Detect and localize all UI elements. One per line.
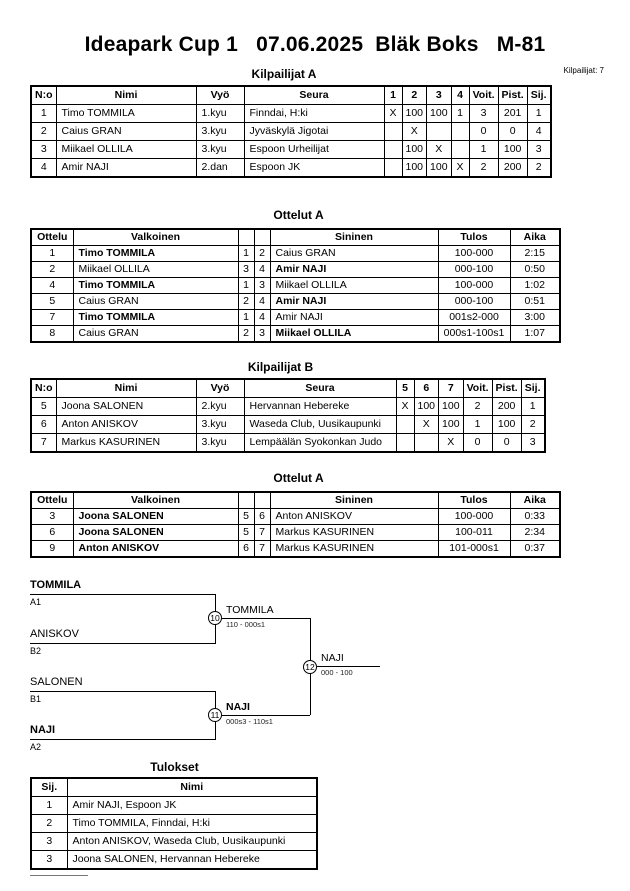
table-cell: 101-000s1 xyxy=(438,541,510,558)
table-row xyxy=(31,541,560,558)
table-cell: 100 xyxy=(439,416,464,434)
bracket-slot-seed: A1 xyxy=(30,597,42,607)
matches-b-table xyxy=(30,491,561,558)
table-cell: 3 xyxy=(31,833,67,851)
table-cell: 0:37 xyxy=(510,541,560,558)
table-row xyxy=(31,815,317,833)
column-header: Pist. xyxy=(498,86,527,105)
table-cell: 0 xyxy=(463,434,492,453)
table-cell: 1 xyxy=(527,105,550,123)
table-cell: 3 xyxy=(31,851,67,870)
table-cell: Miikael OLLILA xyxy=(73,262,238,278)
match-winner-name: NAJI xyxy=(321,652,344,664)
table-row xyxy=(31,398,545,416)
bracket-slot-seed: B2 xyxy=(30,646,42,656)
table-row xyxy=(31,525,560,541)
match-number-circle: 11 xyxy=(208,708,222,722)
table-cell: 3 xyxy=(31,141,56,159)
column-header: 7 xyxy=(439,379,464,398)
table-cell: 1 xyxy=(31,105,56,123)
table-cell: 7 xyxy=(31,434,56,453)
table-row xyxy=(31,262,560,278)
table-row xyxy=(31,851,317,870)
table-cell: 100-000 xyxy=(438,246,510,262)
table-cell: 0 xyxy=(469,123,498,141)
bracket-connector-line xyxy=(222,618,310,619)
table-cell: 6 xyxy=(31,525,73,541)
table-cell: 3 xyxy=(254,326,270,343)
table-cell: 2 xyxy=(463,398,492,416)
section-title-matches-a: Ottelut A xyxy=(273,208,324,222)
table-cell: 6 xyxy=(238,541,254,558)
table-cell: Anton ANISKOV, Waseda Club, Uusikaupunki xyxy=(67,833,317,851)
table-row xyxy=(31,797,317,815)
table-row xyxy=(31,105,551,123)
table-cell: Markus KASURINEN xyxy=(56,434,196,453)
table-cell: 100 xyxy=(402,105,427,123)
table-cell: 1 xyxy=(31,797,67,815)
table-cell: Amir NAJI xyxy=(270,294,438,310)
footer-line xyxy=(30,875,88,876)
section-title-matches-b: Ottelut A xyxy=(273,471,324,485)
table-cell: 0 xyxy=(492,434,521,453)
table-cell: 1:02 xyxy=(510,278,560,294)
table-cell: X xyxy=(451,159,469,178)
match-score: 110 - 000s1 xyxy=(226,620,266,629)
table-cell: 5 xyxy=(31,398,56,416)
table-row xyxy=(31,833,317,851)
column-header xyxy=(238,229,254,246)
column-header: Voit. xyxy=(469,86,498,105)
match-winner-name: TOMMILA xyxy=(226,604,274,616)
table-cell: 2:34 xyxy=(510,525,560,541)
column-header: Sij. xyxy=(31,778,67,797)
table-cell: Amir NAJI xyxy=(270,262,438,278)
table-cell: 3 xyxy=(527,141,550,159)
column-header: Vyö xyxy=(196,86,244,105)
table-cell: 100-011 xyxy=(438,525,510,541)
table-cell: 5 xyxy=(238,525,254,541)
table-row xyxy=(31,310,560,326)
table-cell: 3 xyxy=(469,105,498,123)
table-cell: Markus KASURINEN xyxy=(270,541,438,558)
table-cell: 2.dan xyxy=(196,159,244,178)
table-cell: 1 xyxy=(238,310,254,326)
table-cell: 3:00 xyxy=(510,310,560,326)
table-cell: Finndai, H:ki xyxy=(244,105,384,123)
column-header: Pist. xyxy=(492,379,521,398)
table-cell: 2 xyxy=(527,159,550,178)
table-cell xyxy=(384,141,402,159)
table-row xyxy=(31,416,545,434)
table-cell: 1:07 xyxy=(510,326,560,343)
table-cell: Anton ANISKOV xyxy=(56,416,196,434)
table-cell: Joona SALONEN xyxy=(73,509,238,525)
column-header: N:o xyxy=(31,86,56,105)
bracket-connector-line xyxy=(30,594,216,595)
table-row xyxy=(31,123,551,141)
pool-a-table xyxy=(30,85,552,178)
column-header: Nimi xyxy=(56,379,196,398)
table-cell: 1 xyxy=(238,278,254,294)
table-cell: 100-000 xyxy=(438,509,510,525)
table-cell: 2.kyu xyxy=(196,398,244,416)
table-cell: Amir NAJI xyxy=(56,159,196,178)
column-header: 5 xyxy=(396,379,414,398)
column-header xyxy=(254,492,270,509)
table-cell: 5 xyxy=(238,509,254,525)
table-cell: 1 xyxy=(451,105,469,123)
table-cell: 100 xyxy=(402,159,427,178)
table-cell: 1.kyu xyxy=(196,105,244,123)
table-cell: 2 xyxy=(31,123,56,141)
column-header: Seura xyxy=(244,86,384,105)
table-row xyxy=(31,294,560,310)
results-table xyxy=(30,777,318,870)
table-cell: Caius GRAN xyxy=(73,326,238,343)
table-cell: Waseda Club, Uusikaupunki xyxy=(244,416,396,434)
table-cell: 5 xyxy=(31,294,73,310)
column-header: Nimi xyxy=(56,86,196,105)
table-cell xyxy=(396,434,414,453)
table-cell: 200 xyxy=(498,159,527,178)
table-cell: 100 xyxy=(439,398,464,416)
table-cell: 1 xyxy=(238,246,254,262)
table-cell: 100 xyxy=(414,398,439,416)
table-cell: 2 xyxy=(254,246,270,262)
column-header: Nimi xyxy=(67,778,317,797)
table-cell: X xyxy=(439,434,464,453)
table-cell: 000s1-100s1 xyxy=(438,326,510,343)
table-cell: 1 xyxy=(31,246,73,262)
table-cell: 000-100 xyxy=(438,262,510,278)
table-cell: 0 xyxy=(498,123,527,141)
table-cell: 100 xyxy=(492,416,521,434)
table-cell: 4 xyxy=(254,294,270,310)
table-cell: 6 xyxy=(31,416,56,434)
table-row xyxy=(31,434,545,453)
column-header: 3 xyxy=(427,86,452,105)
table-cell: 1 xyxy=(469,141,498,159)
column-header: Aika xyxy=(510,229,560,246)
table-cell: Espoon JK xyxy=(244,159,384,178)
table-cell: 4 xyxy=(254,262,270,278)
table-cell: Amir NAJI, Espoon JK xyxy=(67,797,317,815)
table-cell: 3 xyxy=(31,509,73,525)
table-cell: 3.kyu xyxy=(196,434,244,453)
bracket-connector-line xyxy=(30,691,216,692)
table-row xyxy=(31,159,551,178)
bracket-slot-name: NAJI xyxy=(30,724,56,736)
column-header: 1 xyxy=(384,86,402,105)
table-cell: 100 xyxy=(498,141,527,159)
table-cell: X xyxy=(396,398,414,416)
column-header: Valkoinen xyxy=(73,229,238,246)
table-cell: 100 xyxy=(427,159,452,178)
elimination-bracket xyxy=(0,576,630,758)
table-cell xyxy=(414,434,439,453)
bracket-slot-seed: B1 xyxy=(30,694,42,704)
column-header xyxy=(254,229,270,246)
matches-a-table xyxy=(30,228,561,343)
bracket-slot-seed: A2 xyxy=(30,742,42,752)
match-score: 000 - 100 xyxy=(321,668,353,677)
table-cell: 0:51 xyxy=(510,294,560,310)
table-row xyxy=(31,326,560,343)
column-header: Sij. xyxy=(521,379,544,398)
bracket-slot-name: TOMMILA xyxy=(30,579,82,591)
column-header: Voit. xyxy=(463,379,492,398)
column-header: Aika xyxy=(510,492,560,509)
table-cell: 2 xyxy=(521,416,544,434)
table-cell: Miikael OLLILA xyxy=(56,141,196,159)
table-cell: 000-100 xyxy=(438,294,510,310)
pool-b-table xyxy=(30,378,546,453)
table-cell: Caius GRAN xyxy=(56,123,196,141)
table-cell: 3.kyu xyxy=(196,141,244,159)
table-cell xyxy=(451,141,469,159)
column-header: 6 xyxy=(414,379,439,398)
table-cell: 200 xyxy=(492,398,521,416)
bracket-connector-line xyxy=(222,715,310,716)
table-cell: 4 xyxy=(31,159,56,178)
column-header: Tulos xyxy=(438,229,510,246)
match-number-circle: 10 xyxy=(208,611,222,625)
table-cell: 201 xyxy=(498,105,527,123)
table-cell: 0:50 xyxy=(510,262,560,278)
column-header: Ottelu xyxy=(31,492,73,509)
match-number-circle: 12 xyxy=(303,660,317,674)
table-row xyxy=(31,141,551,159)
table-cell: Joona SALONEN xyxy=(73,525,238,541)
header-row xyxy=(31,492,560,509)
header-row xyxy=(31,379,545,398)
table-cell: Espoon Urheilijat xyxy=(244,141,384,159)
bracket-connector-line xyxy=(317,666,380,667)
table-cell: Timo TOMMILA xyxy=(73,310,238,326)
match-score: 000s3 - 110s1 xyxy=(226,717,273,726)
table-cell: Timo TOMMILA xyxy=(73,278,238,294)
table-cell: 3.kyu xyxy=(196,416,244,434)
table-row xyxy=(31,509,560,525)
column-header: Ottelu xyxy=(31,229,73,246)
table-row xyxy=(31,246,560,262)
table-cell: 4 xyxy=(254,310,270,326)
table-cell: Caius GRAN xyxy=(73,294,238,310)
table-cell: 3.kyu xyxy=(196,123,244,141)
column-header: N:o xyxy=(31,379,56,398)
header-row xyxy=(31,86,551,105)
section-title-pool-a: Kilpailijat A xyxy=(251,67,317,81)
table-cell: Hervannan Hebereke xyxy=(244,398,396,416)
table-cell: 3 xyxy=(238,262,254,278)
table-cell: X xyxy=(414,416,439,434)
table-cell: 1 xyxy=(521,398,544,416)
table-cell: X xyxy=(402,123,427,141)
column-header: Sininen xyxy=(270,229,438,246)
table-cell: Caius GRAN xyxy=(270,246,438,262)
bracket-connector-line xyxy=(30,643,216,644)
table-cell: 2:15 xyxy=(510,246,560,262)
table-cell: 2 xyxy=(238,294,254,310)
table-cell: X xyxy=(384,105,402,123)
table-cell: 7 xyxy=(254,525,270,541)
header-row xyxy=(31,229,560,246)
column-header: Tulos xyxy=(438,492,510,509)
table-cell xyxy=(427,123,452,141)
header-row xyxy=(31,778,317,797)
competitors-count-label: Kilpailijat: 7 xyxy=(563,66,604,75)
table-cell: 1 xyxy=(463,416,492,434)
section-title-results: Tulokset xyxy=(150,760,199,774)
table-cell: 2 xyxy=(469,159,498,178)
table-cell xyxy=(451,123,469,141)
bracket-slot-name: SALONEN xyxy=(30,676,83,688)
table-cell: Anton ANISKOV xyxy=(270,509,438,525)
table-cell: 001s2-000 xyxy=(438,310,510,326)
table-cell: X xyxy=(427,141,452,159)
table-cell: 2 xyxy=(31,262,73,278)
table-cell: Miikael OLLILA xyxy=(270,326,438,343)
table-cell xyxy=(384,159,402,178)
bracket-connector-line xyxy=(30,739,216,740)
table-cell: 0:33 xyxy=(510,509,560,525)
table-cell: Timo TOMMILA, Finndai, H:ki xyxy=(67,815,317,833)
table-cell: 2 xyxy=(31,815,67,833)
table-cell: 100 xyxy=(427,105,452,123)
column-header: Seura xyxy=(244,379,396,398)
table-cell: Amir NAJI xyxy=(270,310,438,326)
page-title: Ideapark Cup 1 07.06.2025 Bläk Boks M-81 xyxy=(84,33,546,56)
match-winner-name: NAJI xyxy=(226,701,250,713)
table-cell: 7 xyxy=(254,541,270,558)
table-cell: 6 xyxy=(254,509,270,525)
section-title-pool-b: Kilpailijat B xyxy=(247,360,314,374)
table-cell: Joona SALONEN, Hervannan Hebereke xyxy=(67,851,317,870)
table-cell: 7 xyxy=(31,310,73,326)
table-cell: Joona SALONEN xyxy=(56,398,196,416)
table-cell: 8 xyxy=(31,326,73,343)
table-cell: 4 xyxy=(31,278,73,294)
column-header: 4 xyxy=(451,86,469,105)
column-header: Sij. xyxy=(527,86,550,105)
table-cell xyxy=(384,123,402,141)
table-cell: 3 xyxy=(254,278,270,294)
table-cell: 100 xyxy=(402,141,427,159)
table-cell: Miikael OLLILA xyxy=(270,278,438,294)
table-row xyxy=(31,278,560,294)
column-header: 2 xyxy=(402,86,427,105)
table-cell: 2 xyxy=(238,326,254,343)
table-cell: 100-000 xyxy=(438,278,510,294)
column-header: Sininen xyxy=(270,492,438,509)
table-cell: Timo TOMMILA xyxy=(56,105,196,123)
table-cell xyxy=(396,416,414,434)
table-cell: 9 xyxy=(31,541,73,558)
table-cell: Jyväskylä Jigotai xyxy=(244,123,384,141)
column-header xyxy=(238,492,254,509)
column-header: Valkoinen xyxy=(73,492,238,509)
table-cell: Lempäälän Syokonkan Judo xyxy=(244,434,396,453)
table-cell: Timo TOMMILA xyxy=(73,246,238,262)
table-cell: 4 xyxy=(527,123,550,141)
table-cell: Markus KASURINEN xyxy=(270,525,438,541)
bracket-slot-name: ANISKOV xyxy=(30,628,79,640)
table-cell: 3 xyxy=(521,434,544,453)
table-cell: Anton ANISKOV xyxy=(73,541,238,558)
column-header: Vyö xyxy=(196,379,244,398)
